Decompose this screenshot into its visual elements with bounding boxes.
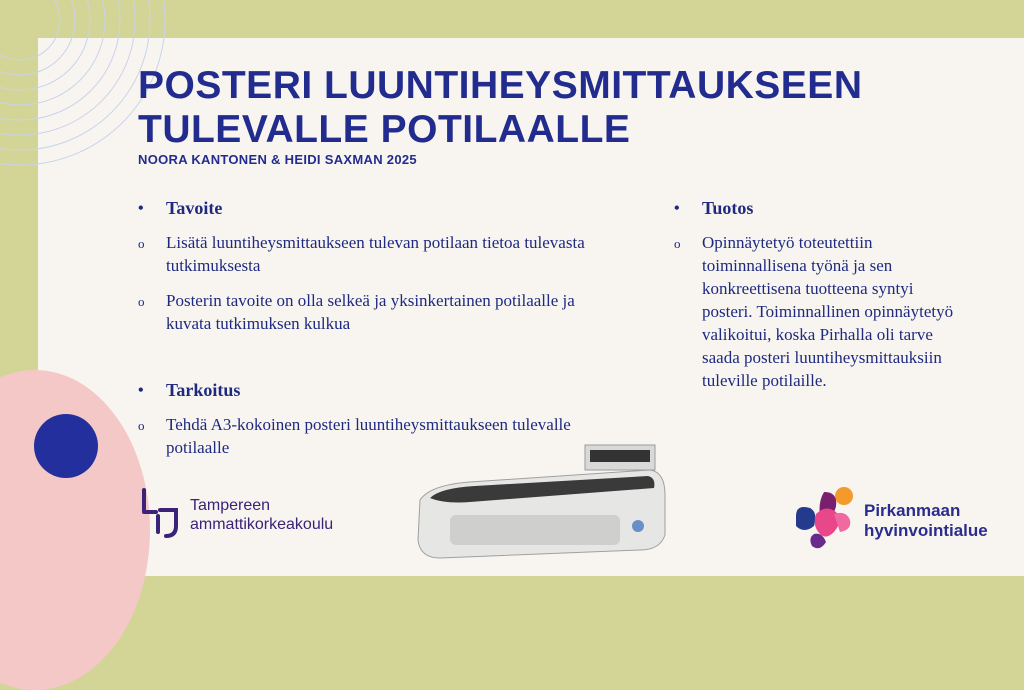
list-item — [138, 289, 598, 335]
section-tuotos — [674, 198, 964, 392]
section-heading — [674, 198, 964, 219]
circle-bullet-icon: o — [138, 294, 145, 309]
circle-bullet-icon: o — [138, 236, 145, 251]
heading-text: Tuotos — [702, 198, 754, 218]
bullet-icon: • — [138, 381, 144, 399]
heading-text: Tavoite — [166, 198, 223, 218]
list-item — [138, 231, 598, 277]
list-item — [674, 231, 964, 392]
heading-text: Tarkoitus — [166, 380, 241, 400]
tamk-name-line1: Tampereen — [190, 497, 271, 514]
bullet-icon: • — [138, 199, 144, 217]
item-text: Lisätä luuntiheysmittaukseen tulevan potilaan tietoa tulevasta tutkimuksesta — [166, 233, 585, 275]
item-text: Opinnäytetyö toteutettiin toiminnallisena työnä ja sen konkreettisena tuotteena syntyi posteri. Toiminnallinen opinnäytetyö valikoitui, koska Pirhalla oli tarve saada posteri luuntiheysmittauksiin tuleville potilaille. — [702, 233, 954, 390]
bone-density-scanner-image — [410, 440, 672, 570]
tamk-logo-icon — [138, 486, 182, 544]
decorative-blue-circle — [34, 414, 98, 478]
section-heading — [138, 380, 598, 401]
item-text: Posterin tavoite on olla selkeä ja yksinkertainen potilaalle ja kuvata tutkimuksen kulkua — [166, 291, 575, 333]
bullet-icon: • — [674, 199, 680, 217]
pirkanmaa-logo-icon — [790, 486, 856, 556]
circle-bullet-icon: o — [674, 236, 681, 251]
tamk-logo — [138, 486, 333, 544]
section-tavoite — [138, 198, 598, 335]
pirkanmaa-name-line2: hyvinvointialue — [864, 521, 988, 540]
pirkanmaa-name-line1: Pirkanmaan — [864, 501, 961, 520]
pirkanmaa-logo-text — [864, 501, 988, 541]
tamk-logo-text — [190, 496, 333, 534]
circle-bullet-icon: o — [138, 418, 145, 433]
pirkanmaa-logo — [790, 486, 988, 556]
item-text: Tehdä A3-kokoinen posteri luuntiheysmittaukseen tulevalle potilaalle — [166, 415, 571, 457]
tamk-name-line2: ammattikorkeakoulu — [190, 516, 334, 533]
page-title: POSTERI LUUNTIHEYSMITTAUKSEEN TULEVALLE POTILAALLE — [138, 64, 863, 151]
section-heading — [138, 198, 598, 219]
authors-subtitle: NOORA KANTONEN & HEIDI SAXMAN 2025 — [138, 152, 417, 167]
